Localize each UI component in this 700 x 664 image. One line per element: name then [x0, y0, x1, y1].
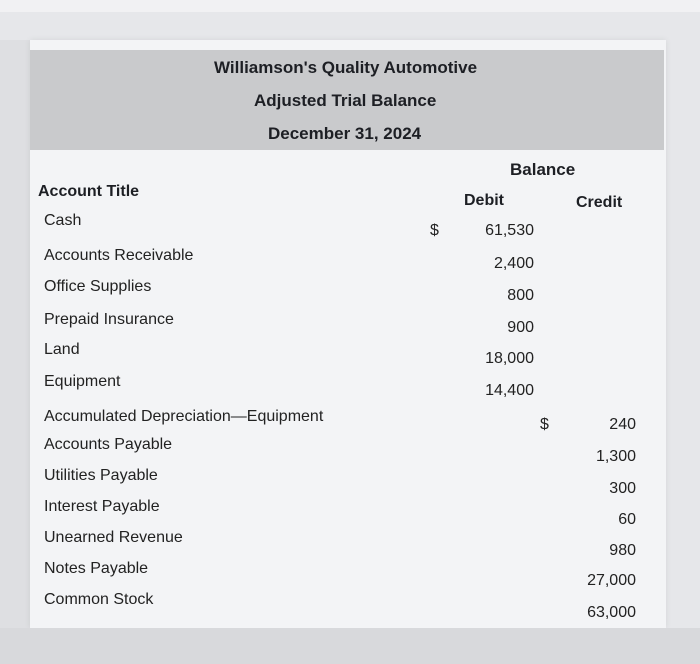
credit-amount: 300: [609, 480, 636, 497]
debit-amount: 900: [507, 319, 534, 336]
account-label: Equipment: [44, 373, 121, 390]
account-label: Land: [44, 341, 80, 358]
credit-heading: Credit: [576, 194, 623, 211]
debit-amount: 14,400: [485, 382, 534, 399]
account-label: Cash: [44, 212, 82, 229]
account-label: Common Stock: [44, 591, 154, 608]
debit-amount: 61,530: [485, 222, 534, 239]
background-bottom: [0, 628, 700, 664]
company-name: Williamson's Quality Automotive: [214, 58, 478, 77]
background-left: [0, 40, 30, 628]
account-label: Accounts Receivable: [44, 247, 194, 264]
credit-amount: 1,300: [595, 448, 636, 465]
credit-amount: 980: [609, 542, 636, 559]
credit-amount: 63,000: [587, 604, 636, 621]
account-label: Unearned Revenue: [44, 529, 183, 546]
report-title: Adjusted Trial Balance: [254, 91, 437, 110]
account-label: Office Supplies: [44, 278, 152, 295]
debit-amount: 2,400: [493, 255, 534, 272]
account-label: Interest Payable: [44, 498, 160, 515]
account-label: Prepaid Insurance: [44, 311, 174, 328]
credit-dollar-sign: $: [540, 416, 549, 433]
credit-amount: 27,000: [587, 572, 636, 589]
debit-dollar-sign: $: [430, 222, 439, 239]
credit-amount: 60: [618, 511, 636, 528]
account-label: Accumulated Depreciation—Equipment: [44, 408, 324, 425]
account-label: Notes Payable: [44, 560, 149, 577]
background-top: [0, 0, 700, 12]
account-label: Utilities Payable: [44, 467, 158, 484]
account-label: Accounts Payable: [44, 436, 173, 453]
account-title-heading: Account Title: [38, 183, 140, 200]
balance-heading: Balance: [510, 160, 576, 179]
report-date: December 31, 2024: [268, 124, 422, 143]
debit-amount: 800: [507, 287, 534, 304]
debit-amount: 18,000: [485, 350, 534, 367]
debit-heading: Debit: [464, 192, 504, 209]
credit-amount: 240: [609, 416, 636, 433]
